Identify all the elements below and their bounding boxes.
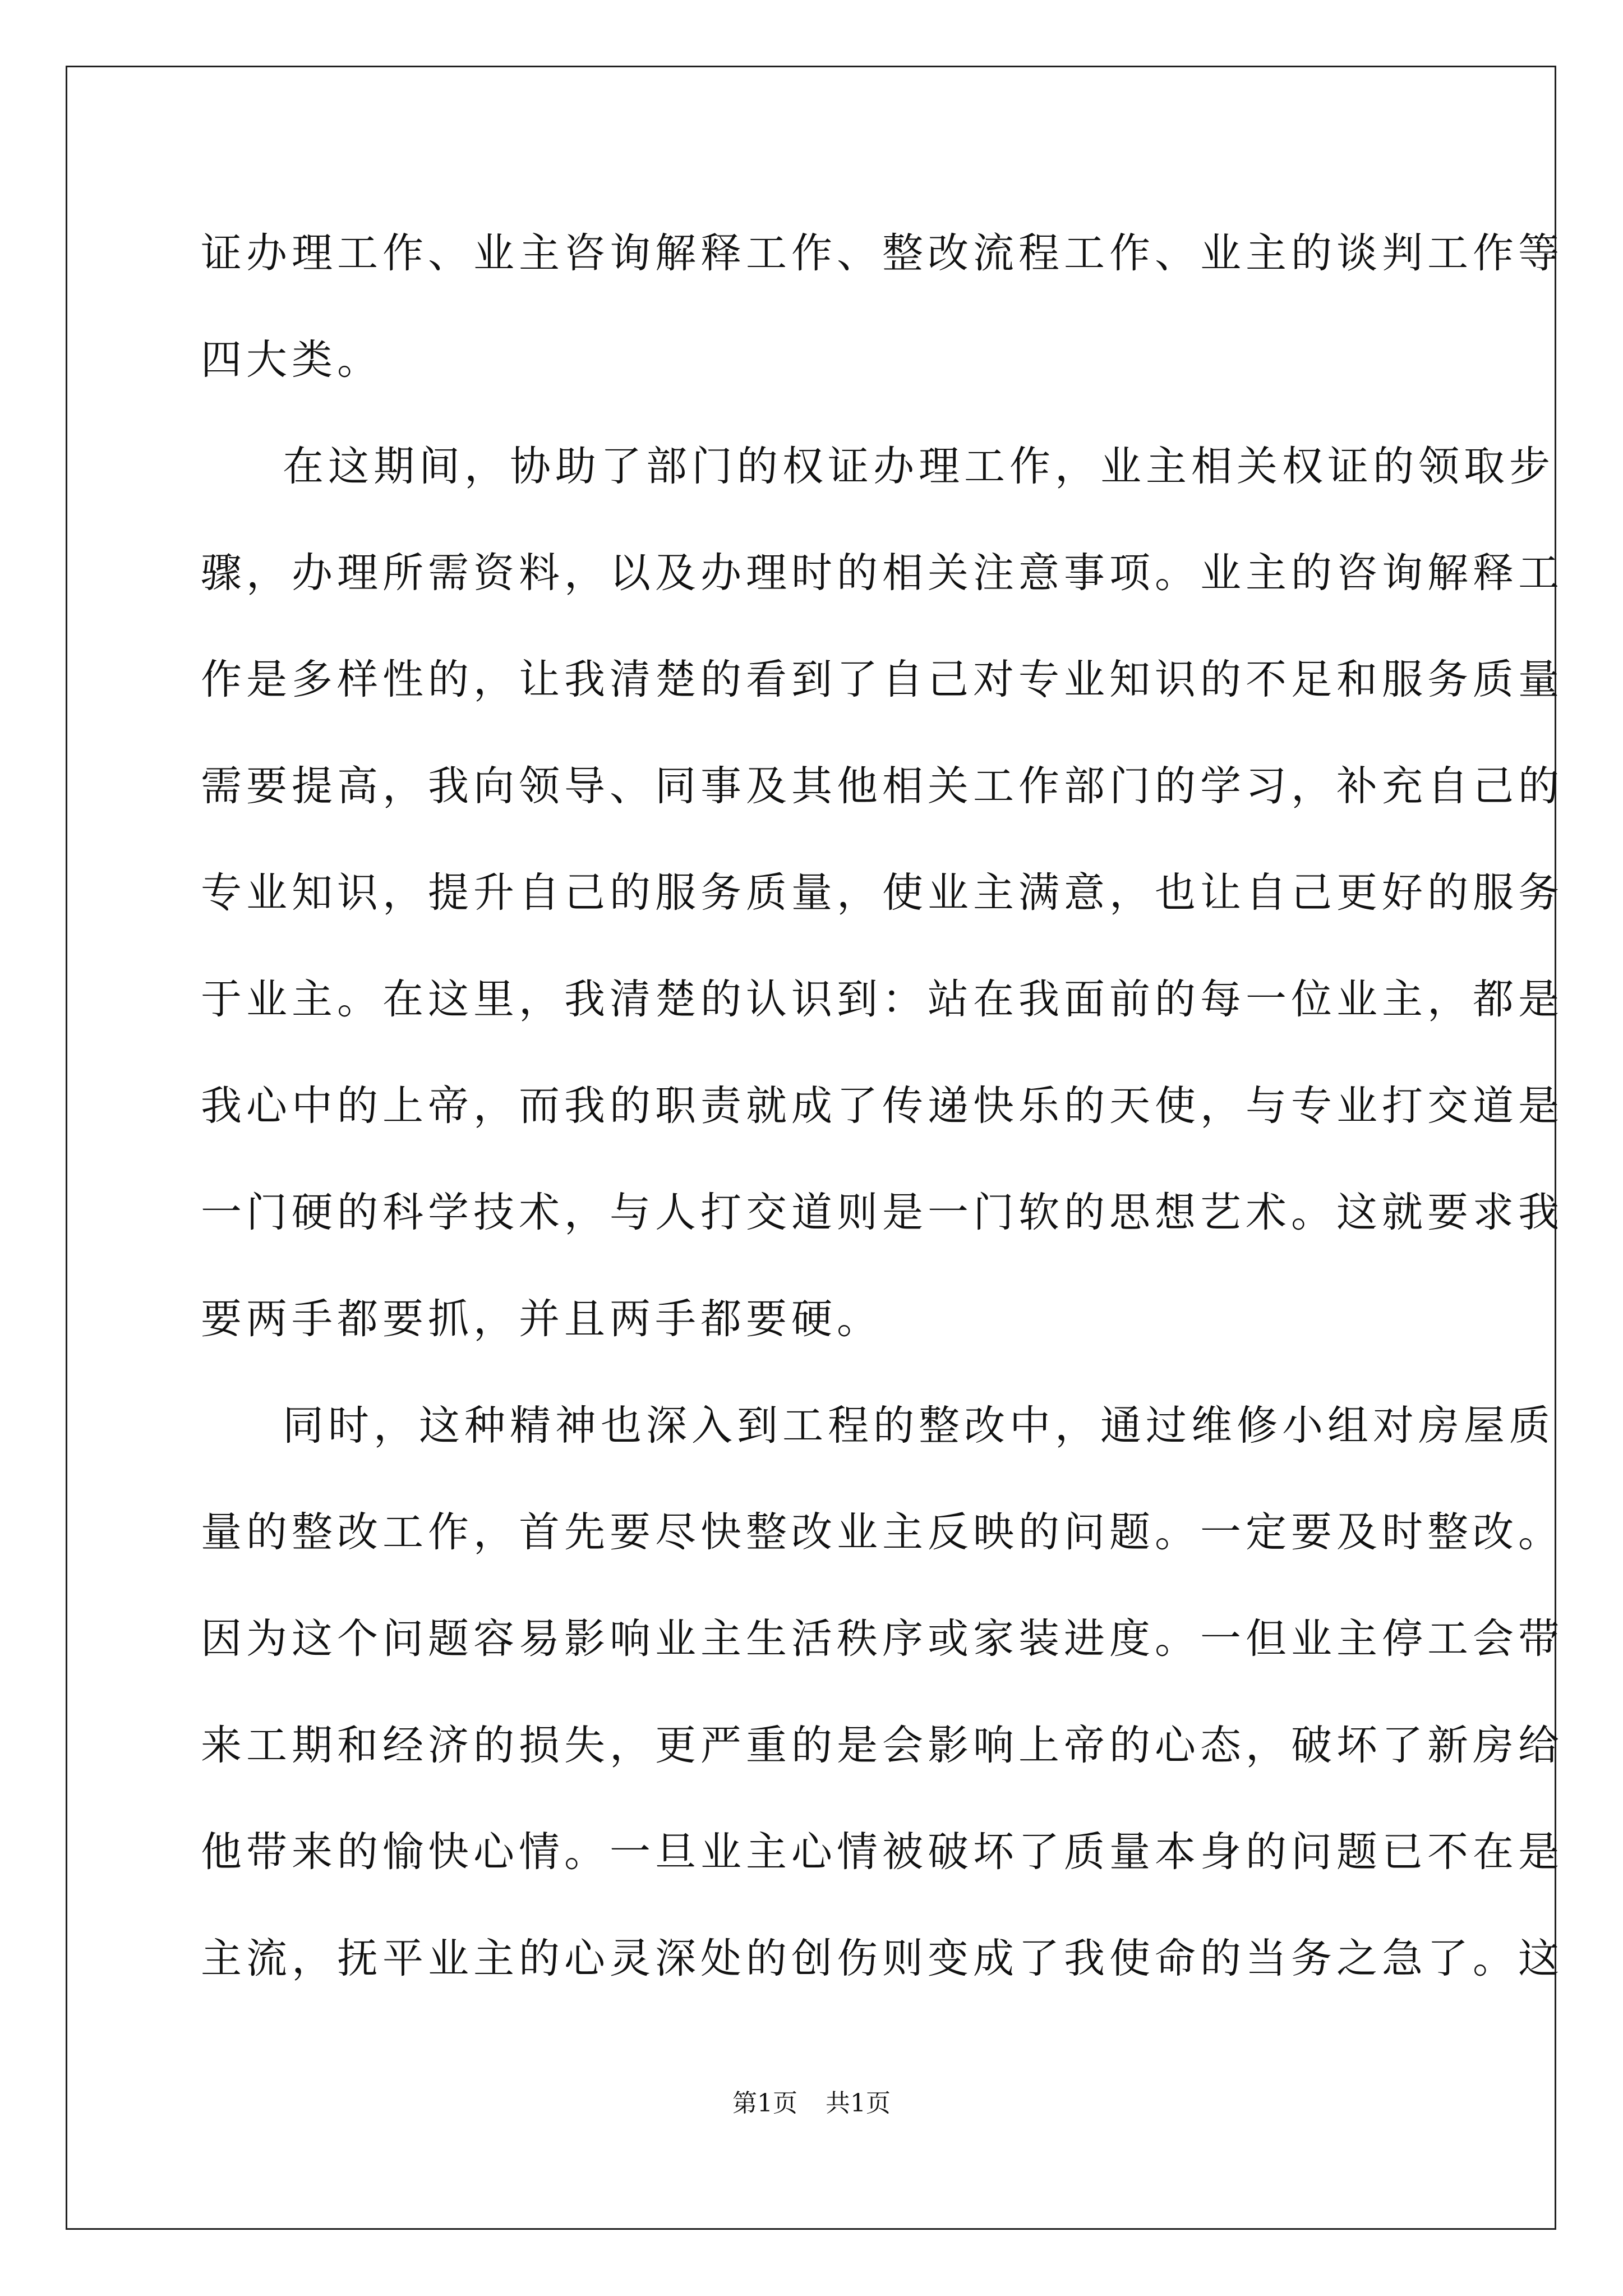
page-number-current: 第1页 xyxy=(732,2089,797,2118)
paragraph-start-line: 同时，这种精神也深入到工程的整改中，通过维修小组对房屋质 xyxy=(283,1402,1555,1450)
text-line: 因为这个问题容易影响业主生活秩序或家装进度。一但业主停工会带 xyxy=(201,1615,1564,1663)
text-line: 专业知识，提升自己的服务质量，使业主满意，也让自己更好的服务 xyxy=(201,869,1564,917)
text-line: 骤，办理所需资料，以及办理时的相关注意事项。业主的咨询解释工 xyxy=(201,549,1564,597)
text-line: 需要提高，我向领导、同事及其他相关工作部门的学习，补充自己的 xyxy=(201,762,1564,810)
text-line: 证办理工作、业主咨询解释工作、整改流程工作、业主的谈判工作等 xyxy=(201,229,1564,277)
text-line: 作是多样性的，让我清楚的看到了自己对专业知识的不足和服务质量 xyxy=(201,656,1564,703)
page-number-total: 共1页 xyxy=(826,2089,891,2118)
text-line: 来工期和经济的损失，更严重的是会影响上帝的心态，破坏了新房给 xyxy=(201,1722,1564,1769)
page-footer xyxy=(0,2087,1623,2120)
text-line: 我心中的上帝，而我的职责就成了传递快乐的天使，与专业打交道是 xyxy=(201,1082,1564,1130)
paragraph-start-line: 在这期间，协助了部门的权证办理工作，业主相关权证的领取步 xyxy=(283,443,1555,490)
text-line: 他带来的愉快心情。一旦业主心情被破坏了质量本身的问题已不在是 xyxy=(201,1828,1564,1876)
text-line: 一门硬的科学技术，与人打交道则是一门软的思想艺术。这就要求我 xyxy=(201,1189,1564,1236)
text-line: 主流，抚平业主的心灵深处的创伤则变成了我使命的当务之急了。这 xyxy=(201,1935,1564,1982)
text-line: 要两手都要抓，并且两手都要硬。 xyxy=(201,1295,882,1343)
text-line: 于业主。在这里，我清楚的认识到：站在我面前的每一位业主，都是 xyxy=(201,976,1564,1023)
text-line: 四大类。 xyxy=(201,336,382,384)
text-line: 量的整改工作，首先要尽快整改业主反映的问题。一定要及时整改。 xyxy=(201,1508,1564,1556)
